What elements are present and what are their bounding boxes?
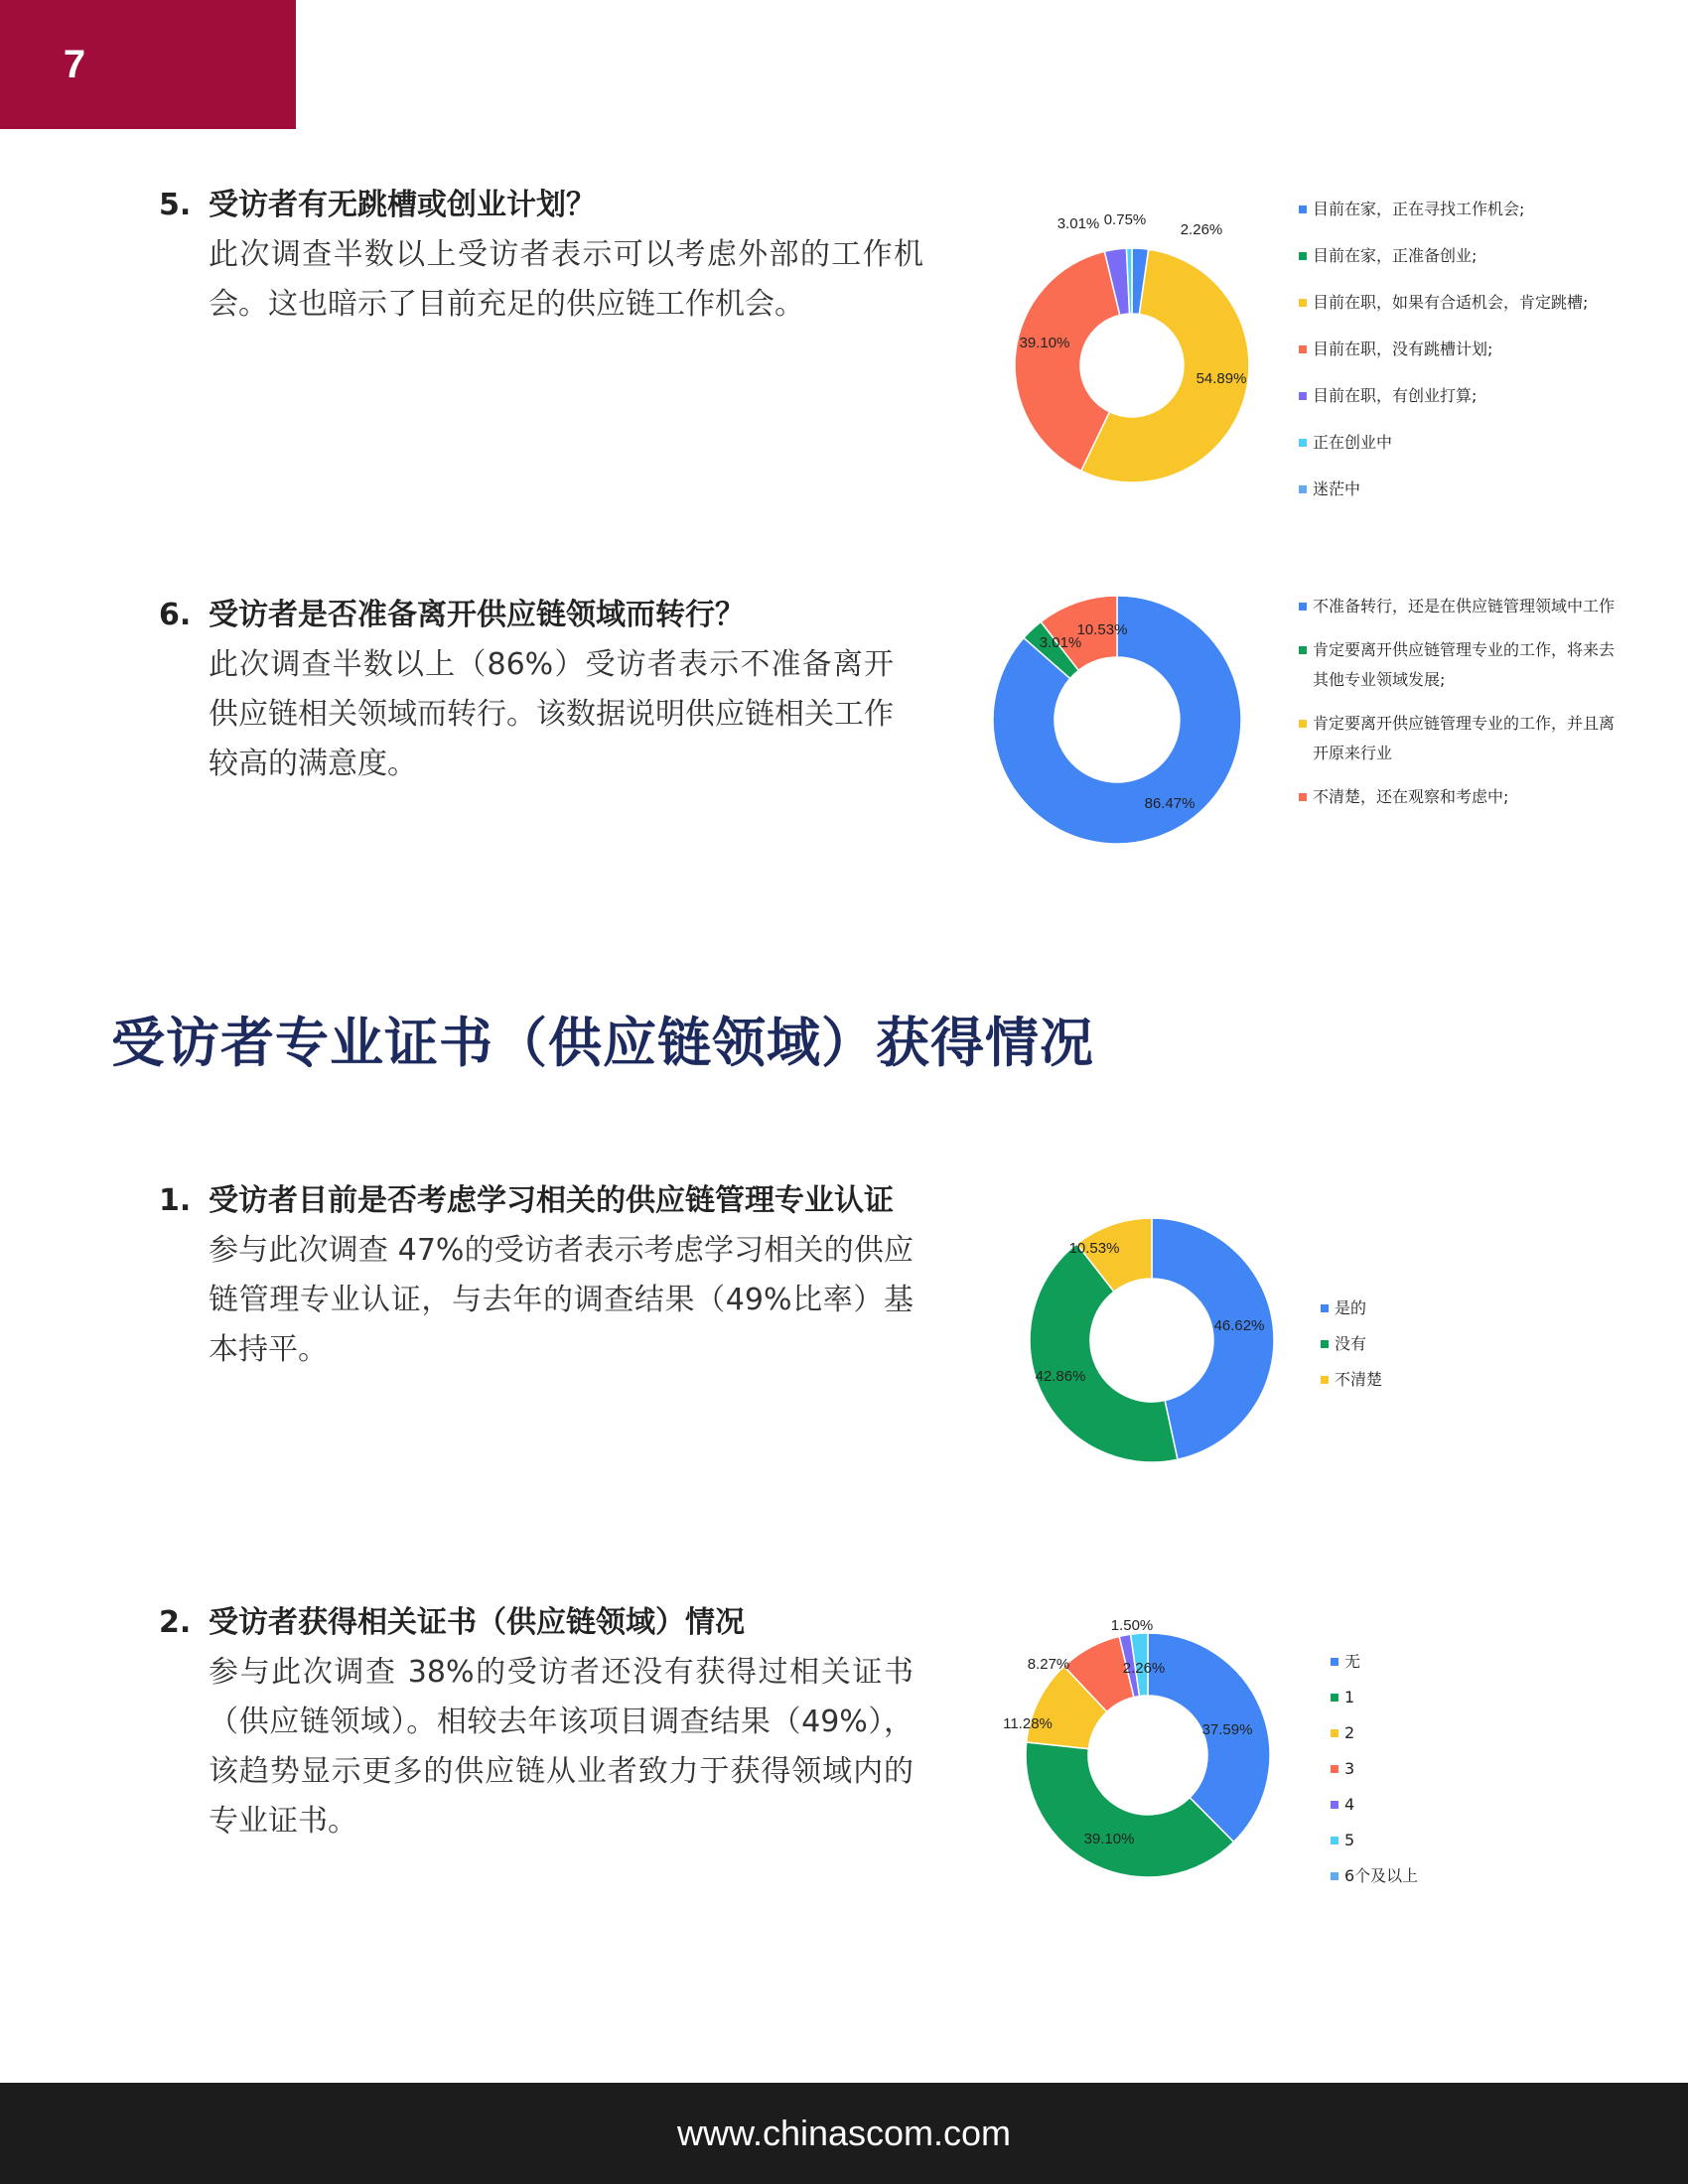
chart-career-switch-data-label-0: 86.47%	[1144, 795, 1196, 812]
cert-question-2-body: 参与此次调查 38%的受访者还没有获得过相关证书（供应链领域）。相较去年该项目调查结果（49%），该趋势显示更多的供应链从业者致力于获得领域内的专业证书。	[209, 1655, 914, 1839]
chart-job-change-plan-legend-swatch-2	[1299, 299, 1307, 307]
chart-career-switch-legend-item-2	[1299, 709, 1626, 768]
chart-job-change-plan-legend-label-0: 目前在家，正在寻找工作机会;	[1313, 200, 1525, 218]
question-6-body: 此次调查半数以上（86%）受访者表示不准备离开供应链相关领域而转行。该数据说明供应链相关工作较高的满意度。	[209, 647, 894, 781]
chart-cert-count-legend-label-1: 1	[1344, 1688, 1355, 1706]
chart-job-change-plan-legend-swatch-5	[1299, 439, 1307, 447]
chart-job-change-plan-data-label-3: 39.10%	[1019, 335, 1070, 351]
chart-job-change-plan-legend-item-2	[1299, 292, 1588, 314]
page-number: 7	[0, 0, 296, 129]
chart-cert-study-data-label-1: 42.86%	[1035, 1368, 1086, 1385]
chart-cert-study-legend-swatch-1	[1321, 1340, 1329, 1348]
chart-cert-study-legend-label-1: 没有	[1335, 1334, 1367, 1353]
chart-job-change-plan-svg	[993, 199, 1291, 496]
chart-job-change-plan-legend-swatch-3	[1299, 345, 1307, 353]
chart-career-switch-legend-item-1	[1299, 635, 1626, 695]
chart-cert-study-data-label-2: 10.53%	[1068, 1240, 1120, 1257]
chart-job-change-plan-data-label-2: 54.89%	[1196, 370, 1247, 387]
chart-cert-study-legend-item-2	[1321, 1369, 1382, 1391]
chart-job-change-plan-legend-item-4	[1299, 385, 1588, 407]
question-6-number: 6.	[159, 598, 192, 632]
chart-cert-count-legend-item-0	[1331, 1651, 1418, 1673]
chart-job-change-plan-data-label-4: 3.01%	[1056, 215, 1100, 232]
chart-career-switch	[993, 586, 1648, 864]
chart-cert-study-svg	[993, 1206, 1281, 1474]
chart-cert-count-legend-swatch-1	[1331, 1694, 1338, 1702]
chart-career-switch-data-label-1: 3.01%	[1039, 634, 1082, 651]
chart-career-switch-legend-label-1: 肯定要离开供应链管理专业的工作，将来去其他专业领域发展;	[1313, 640, 1616, 689]
chart-cert-study	[993, 1206, 1648, 1474]
chart-job-change-plan-legend-item-0	[1299, 199, 1588, 220]
chart-cert-study-legend	[1321, 1297, 1382, 1405]
chart-cert-count-legend-label-5: 5	[1344, 1831, 1355, 1849]
chart-cert-count-legend-swatch-3	[1331, 1765, 1338, 1773]
chart-cert-study-legend-label-2: 不清楚	[1335, 1370, 1383, 1389]
chart-job-change-plan	[993, 199, 1648, 516]
chart-cert-count-legend-item-3	[1331, 1758, 1418, 1780]
question-5-number: 5.	[159, 188, 192, 222]
chart-job-change-plan-data-label-0: 2.26%	[1180, 221, 1223, 238]
chart-cert-count-legend-swatch-5	[1331, 1837, 1338, 1844]
chart-job-change-plan-legend-label-6: 迷茫中	[1313, 479, 1361, 498]
chart-cert-count-legend-swatch-4	[1331, 1801, 1338, 1809]
chart-career-switch-data-label-3: 10.53%	[1076, 621, 1128, 638]
chart-job-change-plan-legend-label-2: 目前在职，如果有合适机会，肯定跳槽;	[1313, 293, 1589, 312]
chart-cert-count-legend-label-4: 4	[1344, 1795, 1355, 1814]
chart-career-switch-legend-swatch-2	[1299, 720, 1307, 728]
chart-career-switch-legend-item-0	[1299, 592, 1626, 621]
chart-career-switch-legend	[1299, 592, 1626, 826]
question-6-block	[159, 591, 943, 789]
cert-question-1-body: 参与此次调查 47%的受访者表示考虑学习相关的供应链管理专业认证，与去年的调查结果（49%比率）基本持平。	[209, 1233, 914, 1367]
question-6-title: 受访者是否准备离开供应链领域而转行？	[209, 598, 745, 632]
question-5-title: 受访者有无跳槽或创业计划？	[209, 188, 596, 222]
footer	[0, 2083, 1688, 2184]
question-5-heading	[159, 181, 943, 230]
chart-cert-study-legend-item-1	[1321, 1333, 1382, 1355]
chart-job-change-plan-legend	[1299, 199, 1588, 525]
chart-career-switch-legend-label-0: 不准备转行，还是在供应链管理领域中工作	[1313, 597, 1616, 615]
chart-career-switch-legend-swatch-0	[1299, 603, 1307, 611]
cert-question-2-title: 受访者获得相关证书（供应链领域）情况	[209, 1605, 745, 1640]
cert-question-1-heading	[159, 1176, 923, 1226]
section-heading: 受访者专业证书（供应链领域）获得情况	[111, 1012, 1094, 1074]
question-6-heading	[159, 591, 943, 640]
chart-cert-count-slice-1	[1026, 1742, 1233, 1877]
chart-job-change-plan-legend-label-3: 目前在职，没有跳槽计划;	[1313, 340, 1493, 358]
chart-cert-count-svg	[993, 1613, 1291, 1901]
chart-career-switch-legend-swatch-1	[1299, 646, 1307, 654]
chart-cert-count-legend-item-5	[1331, 1830, 1418, 1851]
chart-cert-study-legend-swatch-2	[1321, 1376, 1329, 1384]
chart-cert-count-data-label-0: 37.59%	[1201, 1721, 1253, 1738]
chart-job-change-plan-legend-swatch-1	[1299, 252, 1307, 260]
cert-question-1-block	[159, 1176, 923, 1375]
chart-cert-study-legend-item-0	[1321, 1297, 1382, 1319]
chart-job-change-plan-legend-label-5: 正在创业中	[1313, 433, 1393, 452]
chart-cert-count-legend-label-6: 6个及以上	[1344, 1866, 1419, 1885]
chart-cert-study-data-label-0: 46.62%	[1213, 1317, 1265, 1334]
chart-cert-count-legend-label-0: 无	[1344, 1652, 1361, 1671]
chart-cert-count	[993, 1613, 1648, 1901]
chart-job-change-plan-data-label-5: 0.75%	[1103, 211, 1147, 228]
chart-cert-count-legend-item-4	[1331, 1794, 1418, 1816]
chart-cert-count-data-label-2: 11.28%	[1003, 1715, 1053, 1732]
chart-cert-count-legend-swatch-2	[1331, 1729, 1338, 1737]
chart-cert-count-legend-swatch-0	[1331, 1658, 1338, 1666]
cert-question-1-title: 受访者目前是否考虑学习相关的供应链管理专业认证	[209, 1183, 894, 1218]
chart-career-switch-legend-item-3	[1299, 782, 1626, 812]
chart-cert-count-legend-swatch-6	[1331, 1872, 1338, 1880]
chart-cert-count-legend	[1331, 1651, 1418, 1901]
question-5-body: 此次调查半数以上受访者表示可以考虑外部的工作机会。这也暗示了目前充足的供应链工作机会。	[209, 237, 923, 322]
chart-career-switch-svg	[993, 586, 1261, 854]
cert-question-2-block	[159, 1598, 943, 1846]
cert-question-1-number: 1.	[159, 1183, 192, 1218]
chart-cert-count-legend-label-3: 3	[1344, 1759, 1355, 1778]
cert-question-2-heading	[159, 1598, 943, 1648]
chart-career-switch-legend-swatch-3	[1299, 793, 1307, 801]
chart-career-switch-legend-label-2: 肯定要离开供应链管理专业的工作，并且离开原来行业	[1313, 714, 1616, 762]
chart-cert-count-data-label-5: 2.26%	[1122, 1660, 1166, 1677]
chart-job-change-plan-legend-swatch-0	[1299, 205, 1307, 213]
chart-job-change-plan-legend-item-1	[1299, 245, 1588, 267]
chart-job-change-plan-legend-swatch-4	[1299, 392, 1307, 400]
chart-cert-count-legend-item-1	[1331, 1687, 1418, 1708]
chart-cert-count-legend-item-6	[1331, 1865, 1418, 1887]
chart-cert-count-legend-label-2: 2	[1344, 1723, 1355, 1742]
chart-cert-count-legend-item-2	[1331, 1722, 1418, 1744]
chart-job-change-plan-legend-item-3	[1299, 339, 1588, 360]
footer-url: www.chinascom.com	[676, 2113, 1012, 2153]
chart-job-change-plan-legend-label-1: 目前在家，正准备创业;	[1313, 246, 1477, 265]
chart-cert-count-data-label-1: 39.10%	[1083, 1831, 1135, 1847]
chart-job-change-plan-legend-item-6	[1299, 478, 1588, 500]
chart-job-change-plan-legend-swatch-6	[1299, 485, 1307, 493]
cert-question-2-number: 2.	[159, 1605, 192, 1640]
chart-career-switch-legend-label-3: 不清楚，还在观察和考虑中;	[1313, 787, 1509, 806]
question-5-block	[159, 181, 943, 330]
chart-job-change-plan-legend-label-4: 目前在职，有创业打算;	[1313, 386, 1477, 405]
chart-cert-count-data-label-4: 1.50%	[1110, 1617, 1154, 1634]
chart-cert-study-legend-label-0: 是的	[1335, 1298, 1367, 1317]
chart-job-change-plan-legend-item-5	[1299, 432, 1588, 454]
chart-cert-study-legend-swatch-0	[1321, 1304, 1329, 1312]
chart-cert-count-data-label-3: 8.27%	[1027, 1656, 1070, 1673]
